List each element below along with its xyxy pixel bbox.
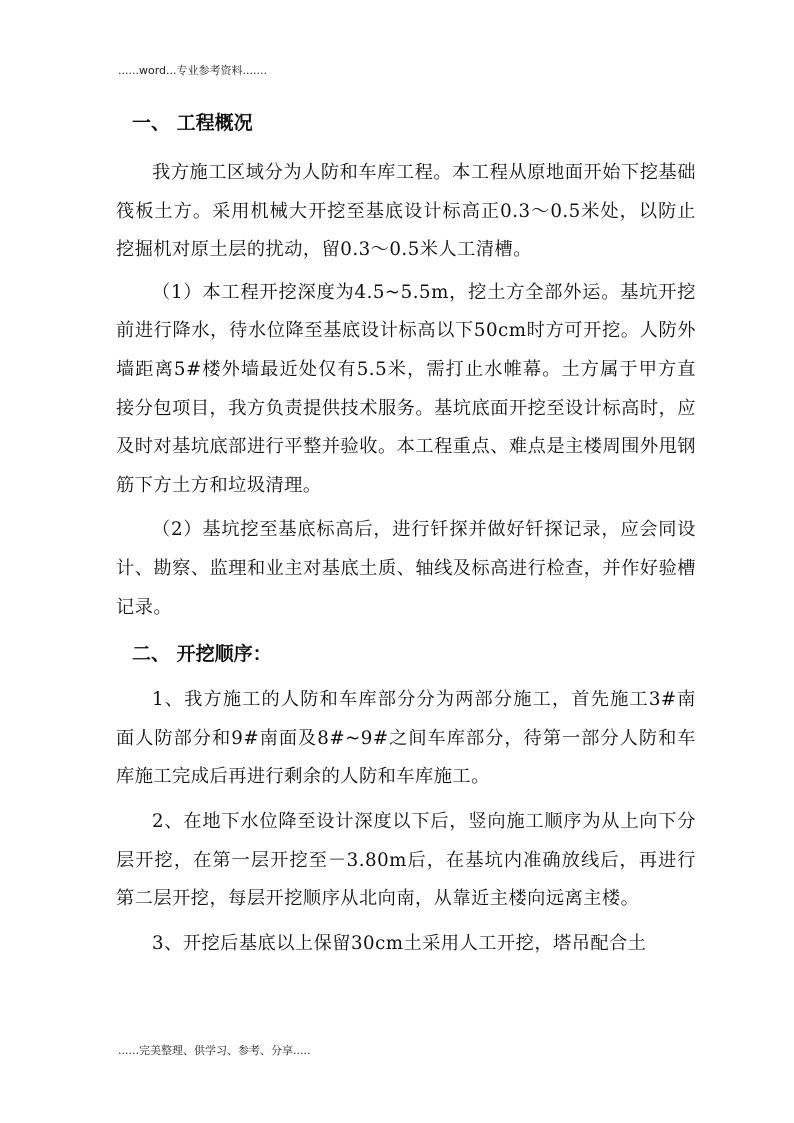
section-2-paragraph-2: 2、在地下水位降至设计深度以下后，竖向施工顺序为从上向下分层开挖，在第一层开挖至－3.80m后，在基坑内准确放线后，再进行第二层开挖，每层开挖顺序从北向南，从靠近主楼向远离主楼。: [116, 810, 696, 910]
section-2-title: 二、 开挖顺序：: [132, 643, 272, 666]
section-2-paragraph-3: 3、开挖后基底以上保留30cm土采用人工开挖，塔吊配合土: [152, 932, 647, 954]
section-2-paragraph-1: 1、我方施工的人防和车库部分分为两部分施工，首先施工3#南面人防部分和9#南面及8#~9#之间车库部分，待第一部分人防和车库施工完成后再进行剩余的人防和车库施工。: [116, 689, 696, 788]
section-1-paragraph-3: （2）基坑挖至基底标高后，进行钎探并做好钎探记录，应会同设计、勘察、监理和业主对基底土质、轴线及标高进行检查，并作好验槽记录。: [116, 519, 696, 618]
section-1-title: 一、 工程概况: [132, 112, 253, 134]
page-header: ......word...专业参考资料.......: [118, 64, 267, 77]
document-body: [116, 104, 696, 969]
section-1-paragraph-1: 我方施工区域分为人防和车库工程。本工程从原地面开始下挖基础筏板土方。采用机械大开挖至基底设计标高正0.3～0.5米处，以防止挖掘机对原土层的扰动，留0.3～0.5米人工清槽。: [116, 162, 696, 261]
section-1-paragraph-2: （1）本工程开挖深度为4.5~5.5m，挖土方全部外运。基坑开挖前进行降水，待水位降至基底设计标高以下50cm时方可开挖。人防外墙距离5#楼外墙最近处仅有5.5米，需打止水帷幕。土方属于甲方直接分包项目，我方负责提供技术服务。基坑底面开挖至设计标高时，应及时对基坑底部进行平整并验收。本工程重点、难点是主楼周围外甩钢筋下方土方和垃圾清理。: [116, 281, 696, 496]
page-footer: ......完美整理、供学习、参考、分享.....: [118, 1044, 311, 1057]
